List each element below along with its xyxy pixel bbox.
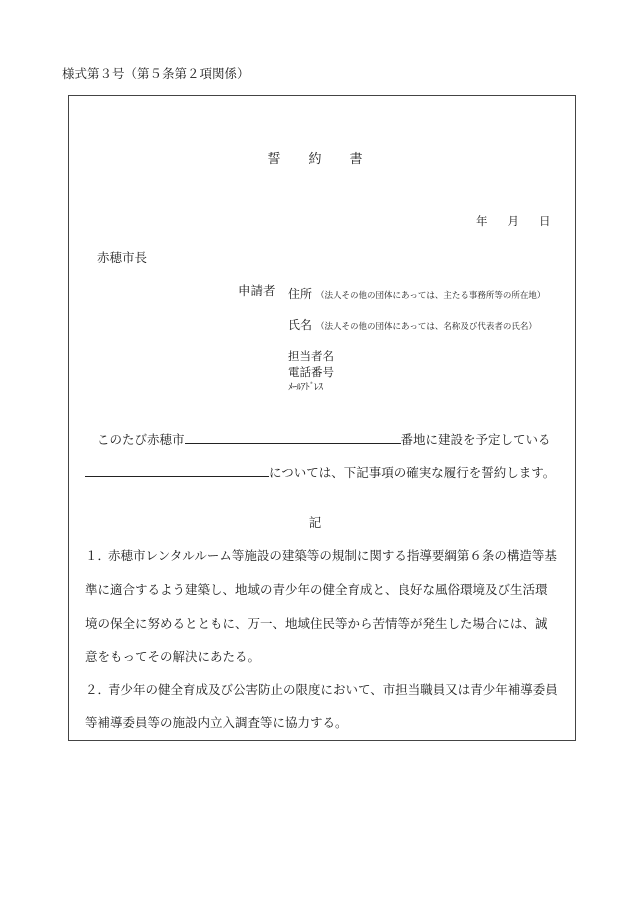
contact-block xyxy=(288,348,334,396)
address-label: 住所 xyxy=(288,287,313,301)
document-title xyxy=(0,148,630,167)
pledge-line-1 xyxy=(97,430,551,448)
date-month: 月 xyxy=(507,214,519,228)
pledge-line1-suffix: 番地に建設を予定している xyxy=(400,432,551,447)
pledge-line1-prefix: このたび赤穂市 xyxy=(97,432,185,447)
phone-label: 電話番号 xyxy=(288,365,334,379)
item-line: 境の保全に努めるとともに、万一、地域住民等から苦情等が発生した場合には、誠 xyxy=(85,616,548,631)
title-char: 書 xyxy=(349,152,363,167)
facility-name-blank xyxy=(85,475,269,477)
item-number: １． xyxy=(85,548,111,563)
address-note: （法人その他の団体にあっては、主たる事務所等の所在地） xyxy=(316,291,546,301)
form-number-label: 様式第３号（第５条第２項関係） xyxy=(62,66,250,81)
item-line: 意をもってその解決にあたる。 xyxy=(85,649,261,664)
date-day: 日 xyxy=(539,214,551,228)
item-line: 青少年の健全育成及び公害防止の限度において、市担当職員又は青少年補導委員 xyxy=(108,682,558,697)
title-char: 誓 xyxy=(267,152,281,167)
lot-number-blank xyxy=(185,442,401,444)
item-number: ２． xyxy=(85,682,111,697)
item-line: 等補導委員等の施設内立入調査等に協力する。 xyxy=(85,715,348,730)
date-line xyxy=(476,213,551,229)
contact-person-label: 担当者名 xyxy=(288,349,334,363)
date-year: 年 xyxy=(476,214,488,228)
document-frame xyxy=(68,95,576,741)
address-field xyxy=(288,283,545,302)
pledge-line2-suffix: については、下記事項の確実な履行を誓約します。 xyxy=(269,465,556,480)
name-field xyxy=(288,314,537,333)
email-label: ﾒｰﾙｱﾄﾞﾚｽ xyxy=(288,382,323,393)
addressee: 赤穂市長 xyxy=(97,250,148,265)
pledge-line-2 xyxy=(85,463,555,481)
name-label: 氏名 xyxy=(288,318,313,332)
item-line: 赤穂市レンタルルーム等施設の建築等の規制に関する指導要綱第６条の構造等基 xyxy=(108,548,557,563)
ki-heading: 記 xyxy=(308,515,322,530)
name-note: （法人その他の団体にあっては、名称及び代表者の氏名） xyxy=(316,322,537,332)
item-line: 準に適合するよう建築し、地域の青少年の健全育成と、良好な風俗環境及び生活環 xyxy=(85,582,548,597)
applicant-label: 申請者 xyxy=(238,283,276,298)
title-char: 約 xyxy=(308,152,322,167)
